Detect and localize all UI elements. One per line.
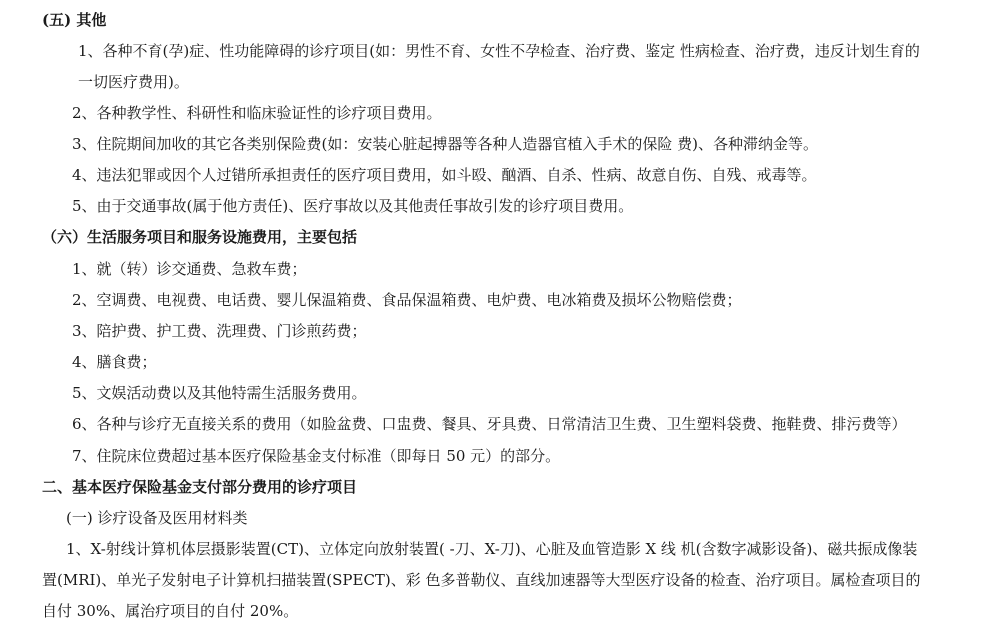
section-two-item-1-line-1: 1、X-射线计算机体层摄影装置(CT)、立体定向放射装置( -刀、X-刀)、心脏及血管造影 X 线 机(含数字减影设备)、磁共振成像装 [66,540,918,558]
section-six-item-3: 3、陪护费、护工费、洗理费、门诊煎药费； [72,322,367,340]
section-five-item-4: 4、违法犯罪或因个人过错所承担责任的医疗项目费用，如斗殴、酗酒、自杀、性病、故意自伤、自残、戒毒等。 [72,166,817,184]
section-five-item-1-line-1: 1、各种不育(孕)症、性功能障碍的诊疗项目(如：男性不育、女性不孕检查、治疗费、鉴定 性病检查、治疗费，违反计划生育的 [78,42,920,60]
section-two-heading: 二、基本医疗保险基金支付部分费用的诊疗项目 [42,478,358,496]
section-five-item-5: 5、由于交通事故(属于他方责任)、医疗事故以及其他责任事故引发的诊疗项目费用。 [72,197,634,215]
section-six-heading: （六）生活服务项目和服务设施费用，主要包括 [42,228,358,246]
section-six-item-6: 6、各种与诊疗无直接关系的费用（如脸盆费、口盅费、餐具、牙具费、日常清洁卫生费、卫生塑料袋费、拖鞋费、排污费等） [72,415,907,433]
section-five-item-1-line-2: 一切医疗费用)。 [78,73,189,91]
section-two-item-1-line-3: 自付 30%、属治疗项目的自付 20%。 [42,602,299,620]
section-two-subheading: (一) 诊疗设备及医用材料类 [66,509,248,527]
section-six-item-1: 1、就（转）诊交通费、急救车费； [72,260,307,278]
section-six-item-7: 7、住院床位费超过基本医疗保险基金支付标准（即每日 50 元）的部分。 [72,447,561,465]
section-six-item-5: 5、文娱活动费以及其他特需生活服务费用。 [72,384,367,402]
section-five-item-3: 3、住院期间加收的其它各类别保险费(如：安装心脏起搏器等各种人造器官植入手术的保险 费)、各种滞纳金等。 [72,135,819,153]
section-five-heading: (五) 其他 [42,11,107,29]
section-two-item-1-line-2: 置(MRI)、单光子发射电子计算机扫描装置(SPECT)、彩 色多普勒仪、直线加速器等大型医疗设备的检查、治疗项目。属检查项目的 [42,571,921,589]
section-five-item-2: 2、各种教学性、科研性和临床验证性的诊疗项目费用。 [72,104,442,122]
section-six-item-2: 2、空调费、电视费、电话费、婴儿保温箱费、食品保温箱费、电炉费、电冰箱费及损坏公物赔偿费； [72,291,742,309]
section-six-item-4: 4、膳食费； [72,353,157,371]
